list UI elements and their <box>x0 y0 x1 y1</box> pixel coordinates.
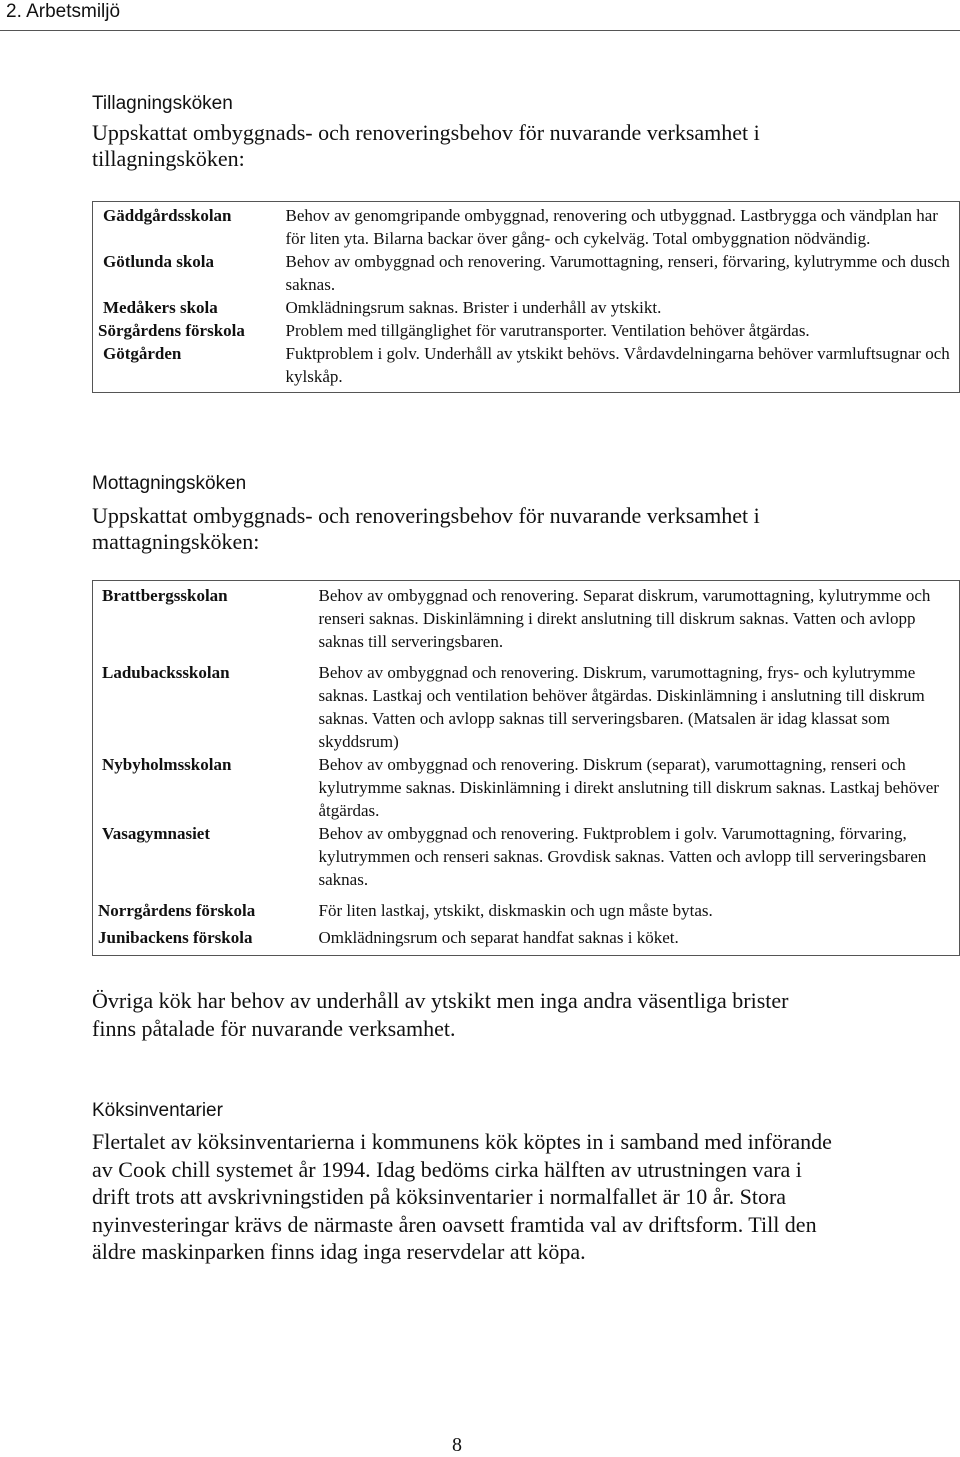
table-row <box>93 250 960 296</box>
kitchen-name: Sörgårdens förskola <box>98 321 245 340</box>
section-subheading-tillagningskoken: Uppskattat ombyggnads- och renoveringsbehov för nuvarande verksamhet i tillagningsköken: <box>92 120 760 171</box>
table-row <box>93 822 960 896</box>
table-row <box>93 661 960 753</box>
other-kitchens-note: Övriga kök har behov av underhåll av ytskikt men inga andra väsentliga brister finns påtalade för nuvarande verksamhet. <box>92 988 789 1041</box>
kitchen-description: Omklädningsrum och separat handfat saknas i köket. <box>318 928 679 947</box>
table-row <box>93 202 960 251</box>
table-row <box>93 926 960 956</box>
mottagningskok-table <box>92 580 960 956</box>
kitchen-description: Behov av ombyggnad och renovering. Fuktproblem i golv. Varumottagning, förvaring, kylutrymmen och renseri saknas. Grovdisk saknas. Vatten och avlopp till serveringsbaren saknas. <box>318 824 927 889</box>
table-row <box>93 319 960 342</box>
kitchen-description: Omklädningsrum saknas. Brister i underhåll av ytskikt. <box>285 298 662 317</box>
kitchen-name: Ladubacksskolan <box>102 663 230 682</box>
table-row <box>93 581 960 662</box>
kitchen-name: Götlunda skola <box>103 252 215 271</box>
page-number: 8 <box>452 1434 462 1456</box>
section-heading-tillagningskoken: Tillagningsköken <box>92 93 233 114</box>
kitchen-description: För liten lastkaj, ytskikt, diskmaskin och ugn måste bytas. <box>318 901 713 920</box>
page-header <box>0 0 960 31</box>
kitchen-description: Behov av genomgripande ombyggnad, renovering och utbyggnad. Lastbrygga och vändplan har för liten yta. Bilarna backar över gång- och cykelväg. Total ombyggnation nödvändig. <box>285 206 938 248</box>
kitchen-name: Gäddgårdsskolan <box>103 206 232 225</box>
kitchen-name: Norrgårdens förskola <box>98 901 256 920</box>
kitchen-description: Fuktproblem i golv. Underhåll av ytskikt behövs. Vårdavdelningarna behöver varmluftsugnar och kylskåp. <box>285 344 950 386</box>
kitchen-description: Behov av ombyggnad och renovering. Diskrum, varumottagning, frys- och kylutrymme saknas. Lastkaj och ventilation behöver åtgärdas. Diskinlämning i anslutning till diskrum saknas. Vatten och avlopp saknas till serveringsbaren. (Matsalen är idag klassat som skyddsrum) <box>318 663 925 751</box>
kitchen-name: Medåkers skola <box>103 298 218 317</box>
table-row <box>93 753 960 822</box>
kitchen-description: Behov av ombyggnad och renovering. Separat diskrum, varumottagning, kylutrymme och renseri saknas. Diskinlämning i direkt anslutning till diskrum saknas. Vatten och avlopp saknas till serveringsbaren. <box>318 586 931 651</box>
kitchen-name: Junibackens förskola <box>98 928 253 947</box>
chapter-title: 2. Arbetsmiljö <box>6 1 121 22</box>
section-heading-mottagningskoken: Mottagningsköken <box>92 473 247 494</box>
table-row <box>93 342 960 393</box>
kitchen-description: Behov av ombyggnad och renovering. Diskrum (separat), varumottagning, renseri och kylutrymme saknas. Diskinlämning i direkt anslutning till diskrum saknas. Lastkaj behöver åtgärdas. <box>318 755 939 820</box>
kitchen-name: Nybyholmsskolan <box>102 755 232 774</box>
section-subheading-mottagningskoken: Uppskattat ombyggnads- och renoveringsbehov för nuvarande verksamhet i mattagningsköken: <box>92 503 760 554</box>
kitchen-description: Behov av ombyggnad och renovering. Varumottagning, renseri, förvaring, kylutrymme och dusch saknas. <box>285 252 950 294</box>
table-row <box>93 896 960 926</box>
kitchen-name: Vasagymnasiet <box>102 824 210 843</box>
table-row <box>93 296 960 319</box>
kitchen-description: Problem med tillgänglighet för varutransporter. Ventilation behöver åtgärdas. <box>285 321 810 340</box>
kitchen-name: Götgården <box>103 344 182 363</box>
koksinventarier-paragraph: Flertalet av köksinventarierna i kommunens kök köptes in i samband med införande av Cook chill systemet år 1994. Idag bedöms cirka hälften av utrustningen vara i drift trots att avskrivningstiden på köksinventarier i normalfallet är 10 år. Stora nyinvesteringar krävs de närmaste åren oavsett framtida val av driftsform. Till den äldre maskinparken finns idag inga reservdelar att köpa. <box>92 1129 832 1265</box>
tillagningskok-table <box>92 201 960 393</box>
kitchen-name: Brattbergsskolan <box>102 586 228 605</box>
section-heading-koksinventarier: Köksinventarier <box>92 1100 223 1121</box>
